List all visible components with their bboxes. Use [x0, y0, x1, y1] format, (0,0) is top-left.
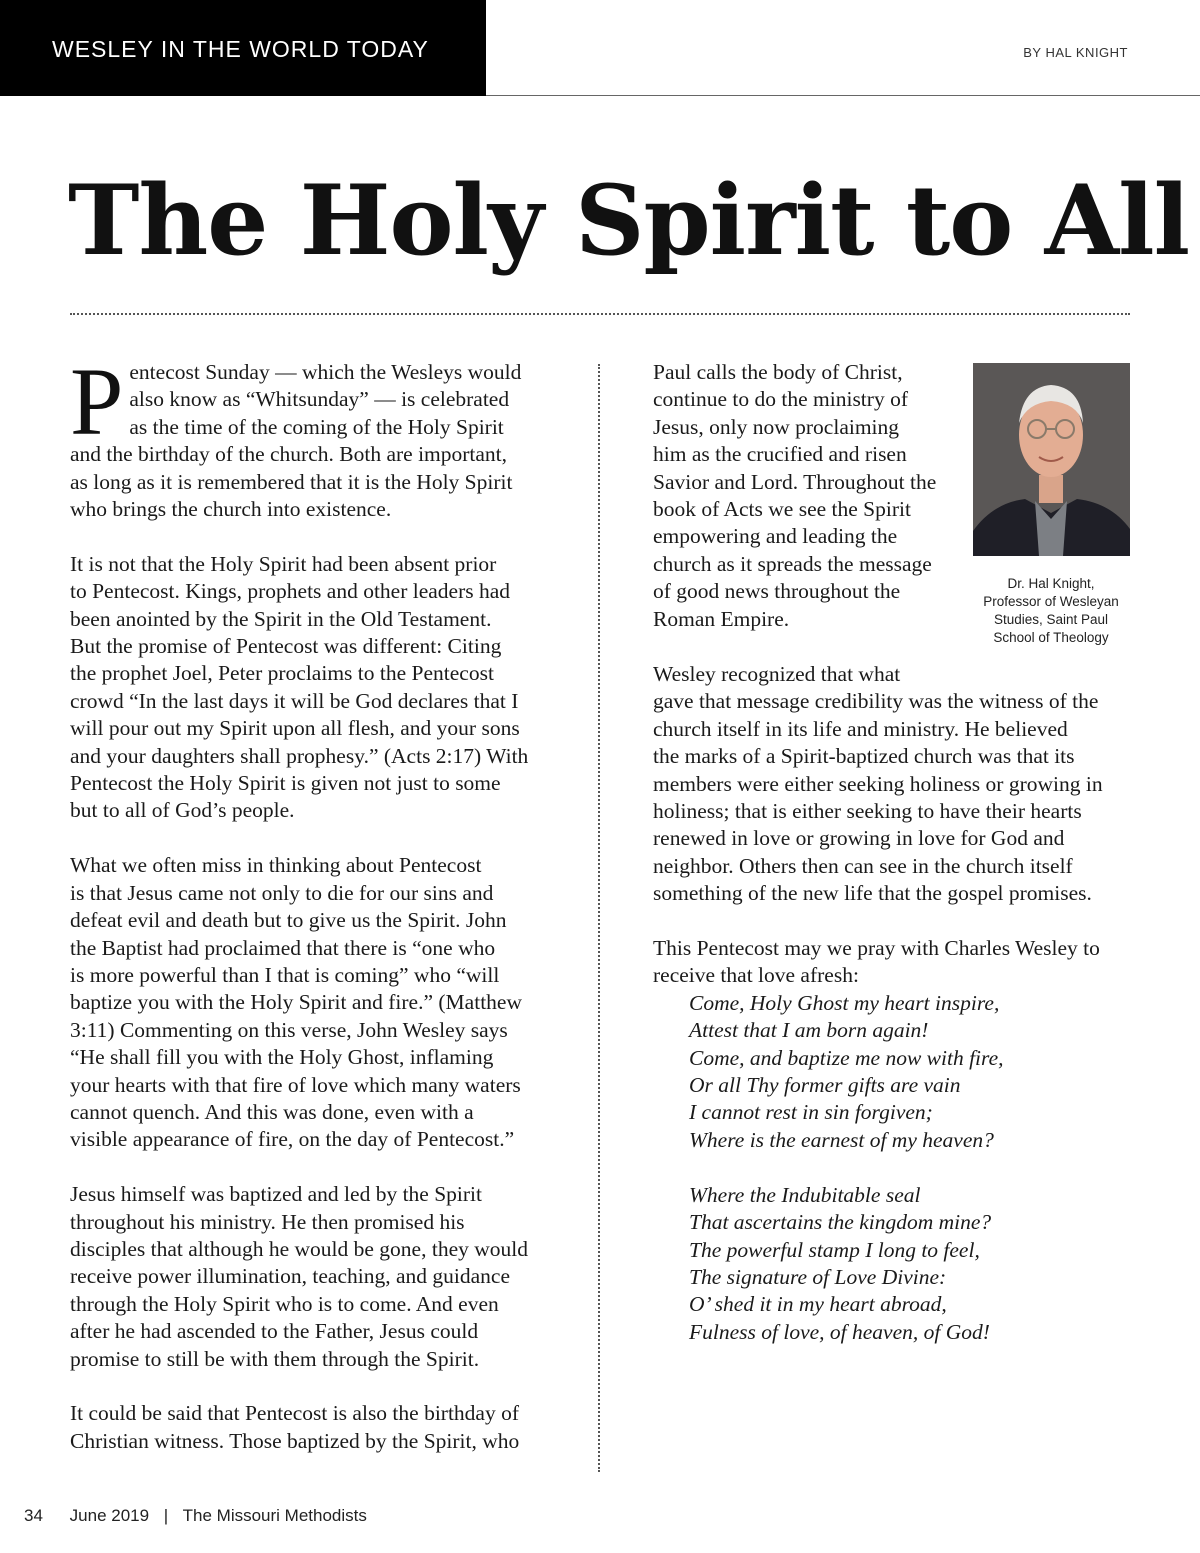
byline: BY HAL KNIGHT [1023, 45, 1128, 60]
paragraph-intro [70, 348, 560, 523]
drop-cap: P [70, 348, 124, 455]
page-number: 34 [24, 1506, 43, 1525]
poem [653, 990, 1133, 1346]
article-title: The Holy Spirit to All [68, 164, 1190, 277]
issue-date: June 2019 [69, 1506, 150, 1525]
paragraph: It is not that the Holy Spirit had been absent prior to Pentecost. Kings, prophets and other leaders had been anointed by the Spirit in the Old Testament. But the promise of Pentecost was different: Citing the prophet Joel, Peter proclaims to the Pentecost crowd “In the last days it will be God declares that I will pour out my Spirit upon all flesh, and your sons and your daughters shall prophesy.” (Acts 2:17) With Pentecost the Holy Spirit is given not just to some but to all of God’s people. [70, 551, 529, 823]
poem-stanza: Come, Holy Ghost my heart inspire, Attest that I am born again! Come, and baptize me now with fire, Or all Thy former gifts are vain I cannot rest in sin forgiven; Where is the earnest of my heaven? [689, 990, 1004, 1152]
intro-text: entecost Sunday — which the Wesleys would also know as “Whitsunday” — is celebrated as the time of the coming of the Holy Spirit and the birthday of the church. Both are important, as long as it is remembered that it is the Holy Spirit who brings the church into existence. [70, 360, 522, 522]
right-column-top [653, 359, 953, 660]
author-photo [973, 363, 1130, 556]
page-footer [24, 1506, 367, 1526]
right-column [653, 661, 1133, 1374]
footer-separator: | [163, 1506, 169, 1525]
publication-name: The Missouri Methodists [182, 1506, 367, 1525]
photo-caption: Dr. Hal Knight, Professor of Wesleyan Studies, Saint Paul School of Theology [983, 576, 1119, 645]
paragraph: What we often miss in thinking about Pentecost is that Jesus came not only to die for our sins and defeat evil and death but to give us the Spirit. John the Baptist had proclaimed that there is “one who is more powerful than I that is coming” who “will baptize you with the Holy Spirit and fire.” (Matthew 3:11) Commenting on this verse, John Wesley says “He shall fill you with the Holy Ghost, inflaming your hearts with that fire of love which many waters cannot quench. And this was done, even with a visible appearance of fire, on the day of Pentecost.” [70, 853, 522, 1152]
paragraph: Wesley recognized that what gave that message credibility was the witness of the church itself in its life and ministry. He believed the marks of a Spirit-baptized church was that its members were either seeking holiness or growing in holiness; that is either seeking to have their hearts renewed in love or growing in love for God and neighbor. Others then can see in the church itself something of the new life that the gospel promises. [653, 662, 1103, 906]
paragraph: It could be said that Pentecost is also the birthday of Christian witness. Those baptized by the Spirit, who [70, 1401, 520, 1453]
title-divider [70, 313, 1130, 315]
header-rule [486, 95, 1200, 96]
portrait-image [973, 363, 1130, 556]
paragraph: Jesus himself was baptized and led by the Spirit throughout his ministry. He then promised his disciples that although he would be gone, they would receive power illumination, teaching, and guidance through the Holy Spirit who is to come. And even after he had ascended to the Father, Jesus could promise to still be with them through the Spirit. [70, 1182, 528, 1371]
poem-stanza: Where the Indubitable seal That ascertains the kingdom mine? The powerful stamp I long to feel, The signature of Love Divine: O’ shed it in my heart abroad, Fulness of love, of heaven, of God! [689, 1182, 992, 1344]
section-header [0, 0, 486, 96]
section-title: WESLEY IN THE WORLD TODAY [52, 36, 429, 62]
column-divider [598, 364, 600, 1472]
paragraph: This Pentecost may we pray with Charles Wesley to receive that love afresh: [653, 936, 1100, 988]
paragraph: Paul calls the body of Christ, continue to do the ministry of Jesus, only now proclaiming him as the crucified and risen Savior and Lord. Throughout the book of Acts we see the Spirit empowering and leading the church as it spreads the message of good news throughout the Roman Empire. [653, 360, 937, 631]
left-column [70, 348, 560, 1483]
